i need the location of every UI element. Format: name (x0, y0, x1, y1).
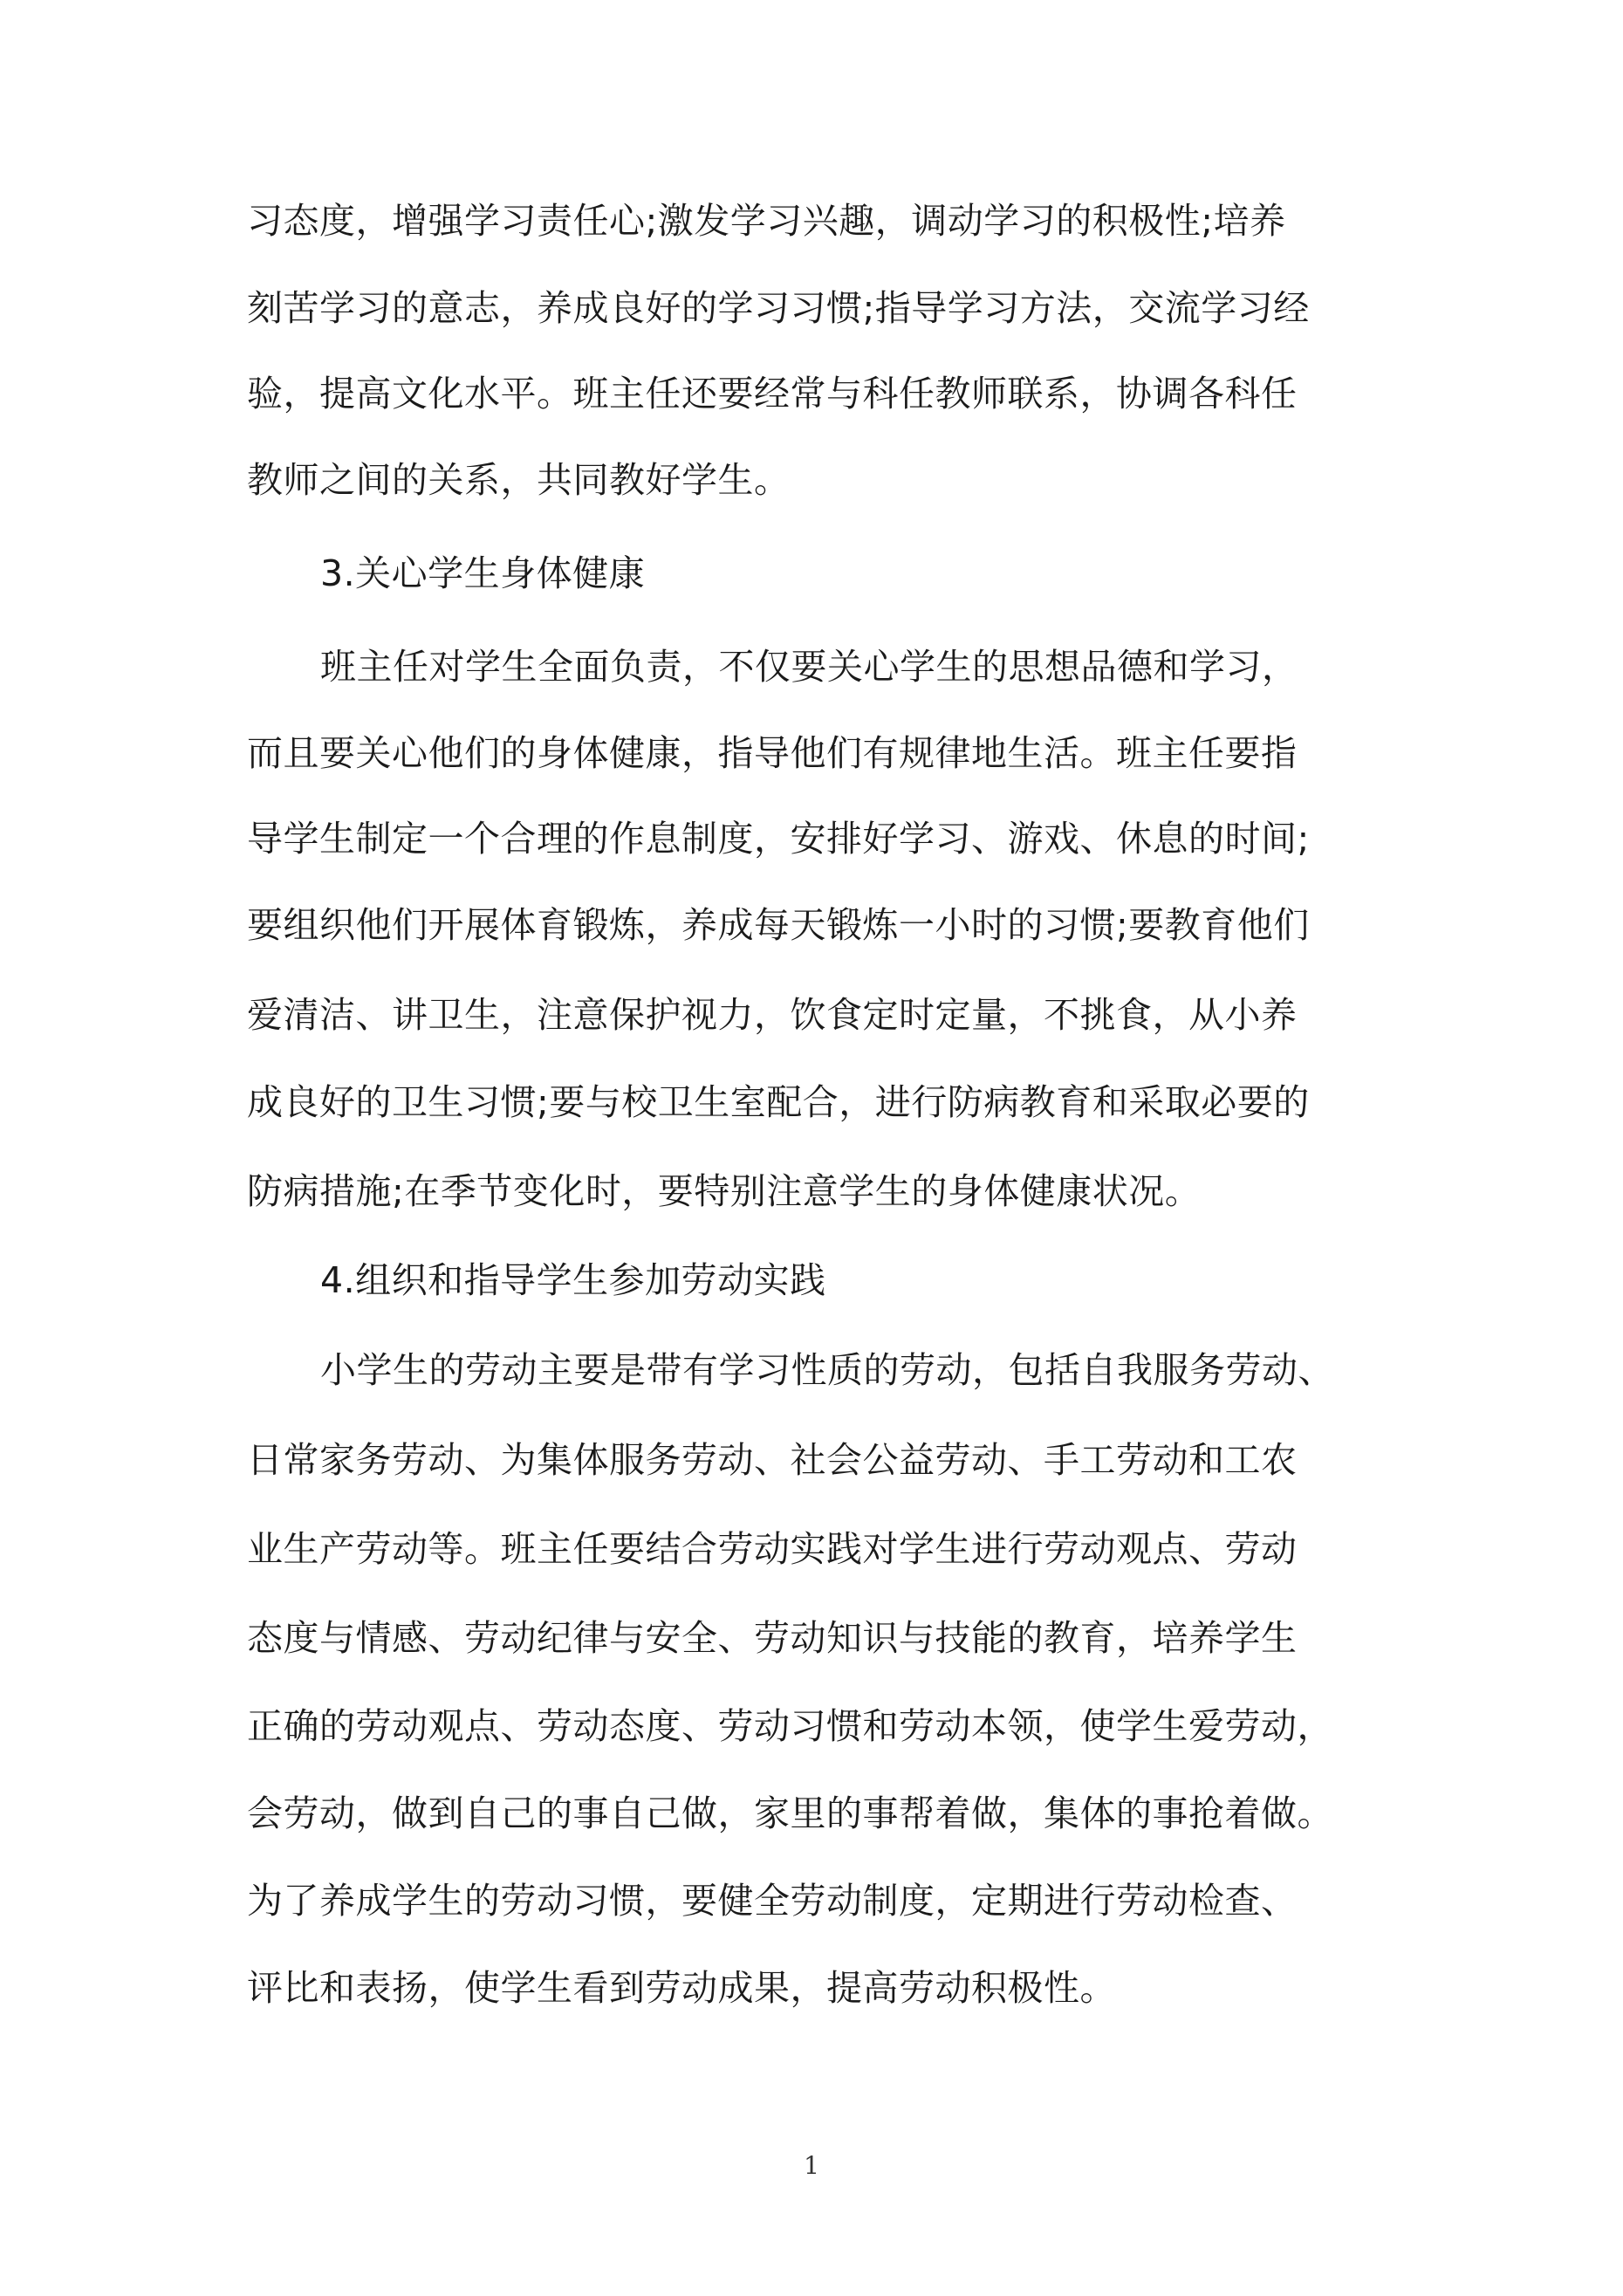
paragraph-line: 小学生的劳动主要是带有学习性质的劳动，包括自我服务劳动、 (320, 1349, 1334, 1391)
paragraph-line: 态度与情感、劳动纪律与安全、劳动知识与技能的教育，培养学生 (247, 1617, 1298, 1659)
paragraph-line: 正确的劳动观点、劳动态度、劳动习惯和劳动本领，使学生爱劳动， (247, 1705, 1333, 1747)
paragraph-line: 习态度，增强学习责任心;激发学习兴趣，调动学习的积极性;培养 (247, 200, 1286, 242)
paragraph-line: 班主任对学生全面负责，不仅要关心学生的思想品德和学习， (320, 646, 1298, 688)
paragraph-line: 导学生制定一个合理的作息制度，安排好学习、游戏、休息的时间; (247, 818, 1310, 860)
paragraph-line: 而且要关心他们的身体健康，指导他们有规律地生活。班主任要指 (247, 732, 1298, 774)
paragraph-line: 会劳动，做到自己的事自己做，家里的事帮着做，集体的事抢着做。 (247, 1792, 1333, 1834)
section-heading-3: 3.关心学生身体健康 (320, 552, 646, 594)
paragraph-line: 爱清洁、讲卫生，注意保护视力，饮食定时定量，不挑食，从小养 (247, 994, 1298, 1036)
paragraph-line: 成良好的卫生习惯;要与校卫生室配合，进行防病教育和采取必要的 (247, 1081, 1310, 1123)
paragraph-line: 业生产劳动等。班主任要结合劳动实践对学生进行劳动观点、劳动 (247, 1528, 1298, 1570)
paragraph-line: 为了养成学生的劳动习惯，要健全劳动制度，定期进行劳动检查、 (247, 1880, 1298, 1922)
section-heading-4: 4.组织和指导学生参加劳动实践 (320, 1259, 826, 1301)
page-number: 1 (804, 2151, 819, 2180)
paragraph-line: 日常家务劳动、为集体服务劳动、社会公益劳动、手工劳动和工农 (247, 1439, 1298, 1481)
paragraph-line: 要组织他们开展体育锻炼，养成每天锻炼一小时的习惯;要教育他们 (247, 904, 1310, 946)
paragraph-line: 评比和表扬，使学生看到劳动成果，提高劳动积极性。 (247, 1967, 1116, 2009)
paragraph-line: 教师之间的关系，共同教好学生。 (247, 459, 791, 501)
paragraph-line: 验，提高文化水平。班主任还要经常与科任教师联系，协调各科任 (247, 373, 1298, 415)
paragraph-line: 防病措施;在季节变化时，要特别注意学生的身体健康状况。 (247, 1170, 1202, 1212)
paragraph-line: 刻苦学习的意志，养成良好的学习习惯;指导学习方法，交流学习经 (247, 287, 1310, 329)
